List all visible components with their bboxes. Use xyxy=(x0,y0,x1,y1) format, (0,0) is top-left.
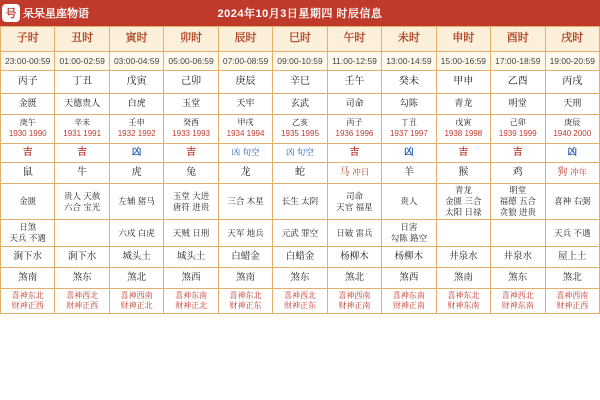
time-range-cell: 13:00-14:59 xyxy=(382,52,436,71)
bad-god-cell xyxy=(55,220,109,247)
row-sha-direction xyxy=(1,268,600,289)
row-zodiac xyxy=(1,163,600,184)
year-pillar-cell: 壬申 1932 1992 xyxy=(109,115,163,144)
page-title: 2024年10月3日星期四 时辰信息 xyxy=(217,8,383,20)
ganzhi-cell: 壬午 xyxy=(327,71,381,94)
zodiac-cell: 牛 xyxy=(55,163,109,184)
hour-header-cell[interactable]: 寅时 xyxy=(109,27,163,52)
hour-header-cell[interactable]: 酉时 xyxy=(491,27,545,52)
ji-xiong-cell: 凶 旬空 xyxy=(218,144,272,163)
nayin-cell: 屋上土 xyxy=(545,247,599,268)
ganzhi-cell: 癸未 xyxy=(382,71,436,94)
sha-direction-cell: 煞北 xyxy=(109,268,163,289)
twelve-god-cell: 玄武 xyxy=(273,94,327,115)
year-pillar-cell: 辛未 1931 1991 xyxy=(55,115,109,144)
caishen-direction-cell: 喜神西北 财神东南 xyxy=(491,289,545,314)
row-twelve-gods xyxy=(1,94,600,115)
twelve-god-cell: 天牢 xyxy=(218,94,272,115)
caishen-direction-cell: 喜神西南 财神正南 xyxy=(327,289,381,314)
zodiac-cell: 马 冲日 xyxy=(327,163,381,184)
ganzhi-cell: 乙酉 xyxy=(491,71,545,94)
hour-header-cell[interactable]: 子时 xyxy=(1,27,55,52)
time-range-cell: 09:00-10:59 xyxy=(273,52,327,71)
bad-god-cell: 日破 雷兵 xyxy=(327,220,381,247)
ji-xiong-cell: 凶 旬空 xyxy=(273,144,327,163)
row-ji-xiong xyxy=(1,144,600,163)
zodiac-cell: 羊 xyxy=(382,163,436,184)
sha-direction-cell: 煞南 xyxy=(218,268,272,289)
time-range-cell: 19:00-20:59 xyxy=(545,52,599,71)
caishen-direction-cell: 喜神西南 财神正北 xyxy=(109,289,163,314)
nayin-cell: 涧下水 xyxy=(1,247,55,268)
lucky-god-cell: 青龙 金匮 三合 太阳 日禄 xyxy=(436,184,490,220)
row-ganzhi xyxy=(1,71,600,94)
ji-xiong-cell: 吉 xyxy=(164,144,218,163)
ganzhi-cell: 丁丑 xyxy=(55,71,109,94)
time-range-cell: 05:00-06:59 xyxy=(164,52,218,71)
zodiac-cell: 鼠 xyxy=(1,163,55,184)
zodiac-cell: 兔 xyxy=(164,163,218,184)
ji-xiong-cell: 吉 xyxy=(491,144,545,163)
ganzhi-cell: 丙子 xyxy=(1,71,55,94)
caishen-direction-cell: 喜神东南 财神正南 xyxy=(382,289,436,314)
twelve-god-cell: 白虎 xyxy=(109,94,163,115)
zodiac-cell: 狗 冲年 xyxy=(545,163,599,184)
twelve-god-cell: 明堂 xyxy=(491,94,545,115)
time-range-cell: 03:00-04:59 xyxy=(109,52,163,71)
ji-xiong-cell: 吉 xyxy=(436,144,490,163)
year-pillar-cell: 庚辰 1940 2000 xyxy=(545,115,599,144)
time-range-cell: 01:00-02:59 xyxy=(55,52,109,71)
hour-header-cell[interactable]: 申时 xyxy=(436,27,490,52)
zodiac-cell: 猴 xyxy=(436,163,490,184)
year-pillar-cell: 乙亥 1935 1995 xyxy=(273,115,327,144)
year-pillar-cell: 甲戌 1934 1994 xyxy=(218,115,272,144)
twelve-god-cell: 司命 xyxy=(327,94,381,115)
twelve-god-cell: 金匮 xyxy=(1,94,55,115)
hour-header-cell[interactable]: 巳时 xyxy=(273,27,327,52)
sha-direction-cell: 煞东 xyxy=(273,268,327,289)
header-bar xyxy=(0,0,600,26)
hour-header-cell[interactable]: 午时 xyxy=(327,27,381,52)
row-nayin xyxy=(1,247,600,268)
row-bad-gods xyxy=(1,220,600,247)
twelve-god-cell: 天德贵人 xyxy=(55,94,109,115)
ganzhi-cell: 丙戌 xyxy=(545,71,599,94)
ji-xiong-cell: 凶 xyxy=(545,144,599,163)
row-lucky-gods xyxy=(1,184,600,220)
hour-header-cell[interactable]: 丑时 xyxy=(55,27,109,52)
year-pillar-cell: 丁丑 1937 1997 xyxy=(382,115,436,144)
lucky-god-cell: 贵人 天赦 六合 宝光 xyxy=(55,184,109,220)
bad-god-cell: 六戍 白虎 xyxy=(109,220,163,247)
caishen-direction-cell: 喜神西北 财神正东 xyxy=(273,289,327,314)
sha-direction-cell: 煞南 xyxy=(436,268,490,289)
lucky-god-cell: 长生 太阴 xyxy=(273,184,327,220)
year-pillar-cell: 庚午 1930 1990 xyxy=(1,115,55,144)
caishen-direction-cell: 喜神西南 财神正西 xyxy=(545,289,599,314)
ganzhi-cell: 甲申 xyxy=(436,71,490,94)
ganzhi-cell: 庚辰 xyxy=(218,71,272,94)
caishen-direction-cell: 喜神东南 财神正北 xyxy=(164,289,218,314)
zodiac-cell: 鸡 xyxy=(491,163,545,184)
nayin-cell: 杨柳木 xyxy=(327,247,381,268)
caishen-direction-cell: 喜神西北 财神正西 xyxy=(55,289,109,314)
twelve-god-cell: 勾陈 xyxy=(382,94,436,115)
twelve-god-cell: 玉堂 xyxy=(164,94,218,115)
ji-xiong-cell: 凶 xyxy=(109,144,163,163)
hour-header-cell[interactable]: 未时 xyxy=(382,27,436,52)
bad-god-cell xyxy=(491,220,545,247)
nayin-cell: 城头土 xyxy=(164,247,218,268)
hour-header-cell[interactable]: 卯时 xyxy=(164,27,218,52)
ji-xiong-cell: 吉 xyxy=(1,144,55,163)
hour-info-table xyxy=(0,26,600,314)
lucky-god-cell: 三合 木星 xyxy=(218,184,272,220)
bad-god-cell: 天贼 日刑 xyxy=(164,220,218,247)
sha-direction-cell: 煞南 xyxy=(1,268,55,289)
caishen-direction-cell: 喜神东北 财神正东 xyxy=(218,289,272,314)
row-time-ranges xyxy=(1,52,600,71)
nayin-cell: 城头土 xyxy=(109,247,163,268)
sha-direction-cell: 煞西 xyxy=(164,268,218,289)
lucky-god-cell: 司命 天官 福星 xyxy=(327,184,381,220)
nayin-cell: 涧下水 xyxy=(55,247,109,268)
lucky-god-cell: 左辅 猪马 xyxy=(109,184,163,220)
sha-direction-cell: 煞北 xyxy=(327,268,381,289)
caishen-direction-cell: 喜神东北 财神东南 xyxy=(436,289,490,314)
lucky-god-cell: 明堂 福德 五合 贪狼 进贵 xyxy=(491,184,545,220)
year-pillar-cell: 戊寅 1938 1998 xyxy=(436,115,490,144)
row-hour-headers xyxy=(1,27,600,52)
time-range-cell: 11:00-12:59 xyxy=(327,52,381,71)
time-range-cell: 17:00-18:59 xyxy=(491,52,545,71)
bad-god-cell: 天军 地兵 xyxy=(218,220,272,247)
nayin-cell: 白蜡金 xyxy=(218,247,272,268)
bad-god-cell: 天兵 不遇 xyxy=(545,220,599,247)
caishen-direction-cell: 喜神东北 财神正西 xyxy=(1,289,55,314)
row-caishen-direction xyxy=(1,289,600,314)
time-range-cell: 07:00-08:59 xyxy=(218,52,272,71)
year-pillar-cell: 丙子 1936 1996 xyxy=(327,115,381,144)
bad-god-cell: 元武 罪空 xyxy=(273,220,327,247)
bad-god-cell: 日煞 天兵 不遇 xyxy=(1,220,55,247)
time-range-cell: 15:00-16:59 xyxy=(436,52,490,71)
nayin-cell: 井泉水 xyxy=(491,247,545,268)
sha-direction-cell: 煞西 xyxy=(382,268,436,289)
ganzhi-cell: 辛巳 xyxy=(273,71,327,94)
brand-label: 呆呆星座物语 xyxy=(23,8,89,20)
ji-xiong-cell: 吉 xyxy=(327,144,381,163)
sha-direction-cell: 煞北 xyxy=(545,268,599,289)
nayin-cell: 白蜡金 xyxy=(273,247,327,268)
nayin-cell: 杨柳木 xyxy=(382,247,436,268)
lucky-god-cell: 喜神 右弼 xyxy=(545,184,599,220)
nayin-cell: 井泉水 xyxy=(436,247,490,268)
ganzhi-cell: 戊寅 xyxy=(109,71,163,94)
sha-direction-cell: 煞东 xyxy=(491,268,545,289)
ji-xiong-cell: 凶 xyxy=(382,144,436,163)
sha-direction-cell: 煞东 xyxy=(55,268,109,289)
twelve-god-cell: 青龙 xyxy=(436,94,490,115)
twelve-god-cell: 天刑 xyxy=(545,94,599,115)
time-range-cell: 23:00-00:59 xyxy=(1,52,55,71)
ji-xiong-cell: 吉 xyxy=(55,144,109,163)
zodiac-cell: 龙 xyxy=(218,163,272,184)
lucky-god-cell: 贵人 xyxy=(382,184,436,220)
bad-god-cell: 日害 勾陈 路空 xyxy=(382,220,436,247)
brand xyxy=(0,0,89,26)
brand-logo-icon: 号 xyxy=(2,4,20,22)
lucky-god-cell: 玉堂 大进 唐符 进贵 xyxy=(164,184,218,220)
hour-header-cell[interactable]: 辰时 xyxy=(218,27,272,52)
year-pillar-cell: 己卯 1939 1999 xyxy=(491,115,545,144)
zodiac-cell: 蛇 xyxy=(273,163,327,184)
lucky-god-cell: 金匮 xyxy=(1,184,55,220)
hour-header-cell[interactable]: 戌时 xyxy=(545,27,599,52)
year-pillar-cell: 癸酉 1933 1993 xyxy=(164,115,218,144)
zodiac-cell: 虎 xyxy=(109,163,163,184)
ganzhi-cell: 己卯 xyxy=(164,71,218,94)
bad-god-cell xyxy=(436,220,490,247)
row-year-pillar xyxy=(1,115,600,144)
